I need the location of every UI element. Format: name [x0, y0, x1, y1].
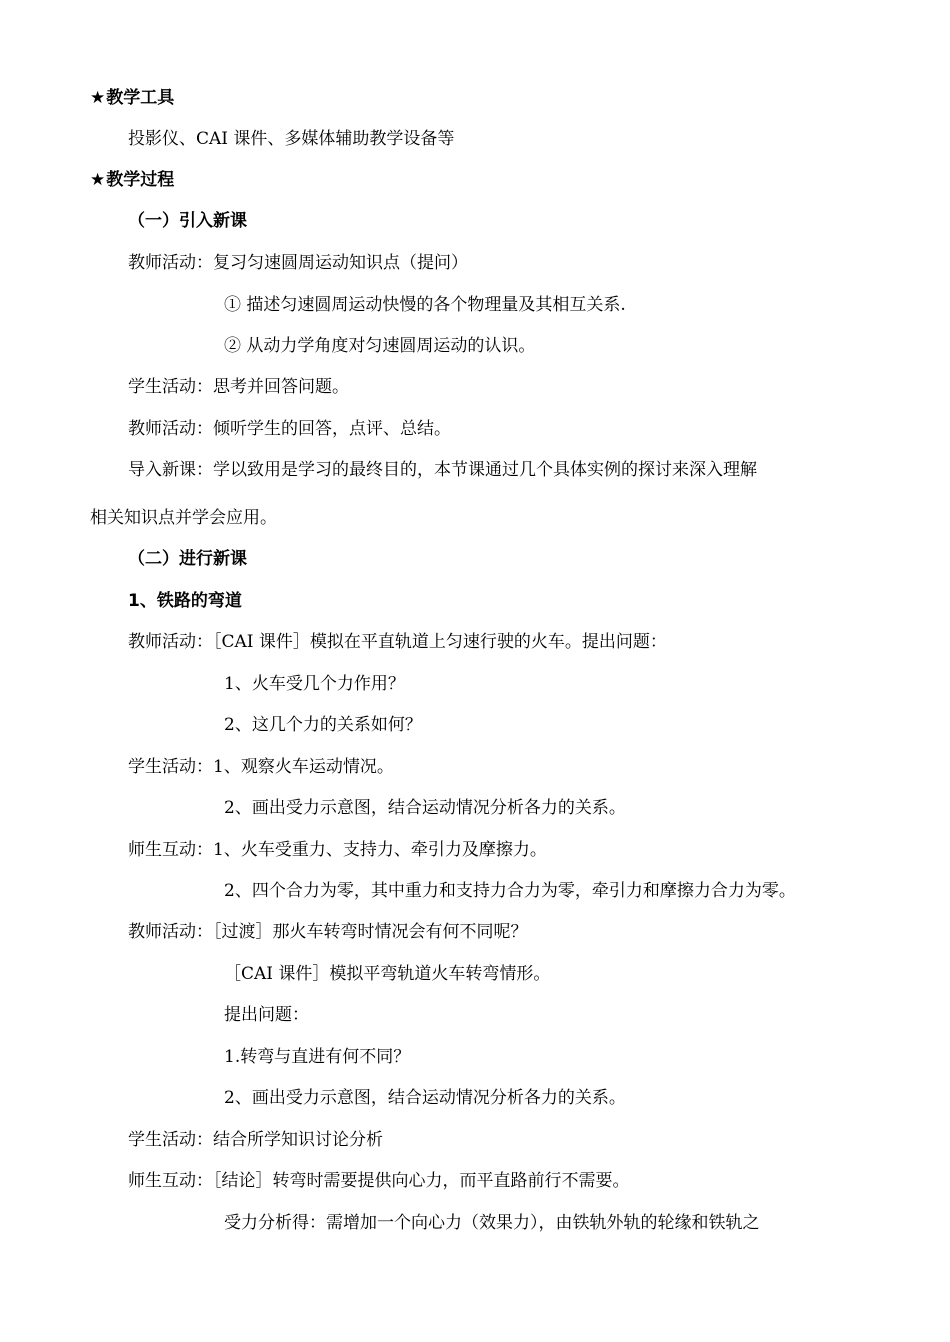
- process-heading-text: 教学过程: [106, 170, 175, 190]
- intro-paragraph-line: 相关知识点并学会应用。: [90, 508, 277, 528]
- part2-heading: （二）进行新课: [128, 549, 247, 569]
- question-item: 2、画出受力示意图，结合运动情况分析各力的关系。: [224, 1088, 626, 1108]
- student-activity: 学生活动：1、观察火车运动情况。: [128, 757, 394, 777]
- interaction-item: 受力分析得：需增加一个向心力（效果力），由铁轨外轨的轮缘和铁轨之: [224, 1213, 760, 1233]
- student-activity: 学生活动：结合所学知识讨论分析: [128, 1130, 383, 1150]
- interaction-item: 2、四个合力为零，其中重力和支持力合力为零，牵引力和摩擦力合力为零。: [224, 881, 796, 901]
- intro-paragraph-line: 导入新课：学以致用是学习的最终目的，本节课通过几个具体实例的探讨来深入理解: [128, 460, 757, 480]
- tools-heading: [90, 86, 174, 110]
- part1-heading: （一）引入新课: [128, 211, 247, 231]
- teacher-activity: 教师活动：复习匀速圆周运动知识点（提问）: [128, 253, 468, 273]
- teacher-activity: 教师活动：［过渡］那火车转弯时情况会有何不同呢？: [128, 922, 528, 942]
- teacher-activity-item: 提出问题：: [224, 1005, 309, 1025]
- interaction: 师生互动：［结论］转弯时需要提供向心力，而平直路前行不需要。: [128, 1171, 630, 1191]
- star-icon: ★: [90, 88, 106, 108]
- question-item: 1.转弯与直进有何不同？: [224, 1047, 411, 1067]
- question-2: ② 从动力学角度对匀速圆周运动的认识。: [224, 336, 536, 356]
- student-activity: 学生活动：思考并回答问题。: [128, 377, 349, 397]
- section-heading: 1、铁路的弯道: [128, 591, 242, 611]
- question-item: 1、火车受几个力作用？: [224, 674, 405, 694]
- teacher-activity: 教师活动：［CAI 课件］模拟在平直轨道上匀速行驶的火车。提出问题：: [128, 632, 667, 652]
- process-heading: [90, 168, 174, 192]
- teacher-activity: 教师活动：倾听学生的回答，点评、总结。: [128, 419, 451, 439]
- interaction: 师生互动：1、火车受重力、支持力、牵引力及摩擦力。: [128, 840, 547, 860]
- question-1: ① 描述匀速圆周运动快慢的各个物理量及其相互关系.: [224, 295, 626, 315]
- tools-content: 投影仪、CAI 课件、多媒体辅助教学设备等: [128, 129, 455, 149]
- student-activity-item: 2、画出受力示意图，结合运动情况分析各力的关系。: [224, 798, 626, 818]
- teacher-activity-item: ［CAI 课件］模拟平弯轨道火车转弯情形。: [224, 964, 551, 984]
- star-icon: ★: [90, 170, 106, 190]
- question-item: 2、这几个力的关系如何？: [224, 715, 422, 735]
- tools-heading-text: 教学工具: [106, 88, 175, 108]
